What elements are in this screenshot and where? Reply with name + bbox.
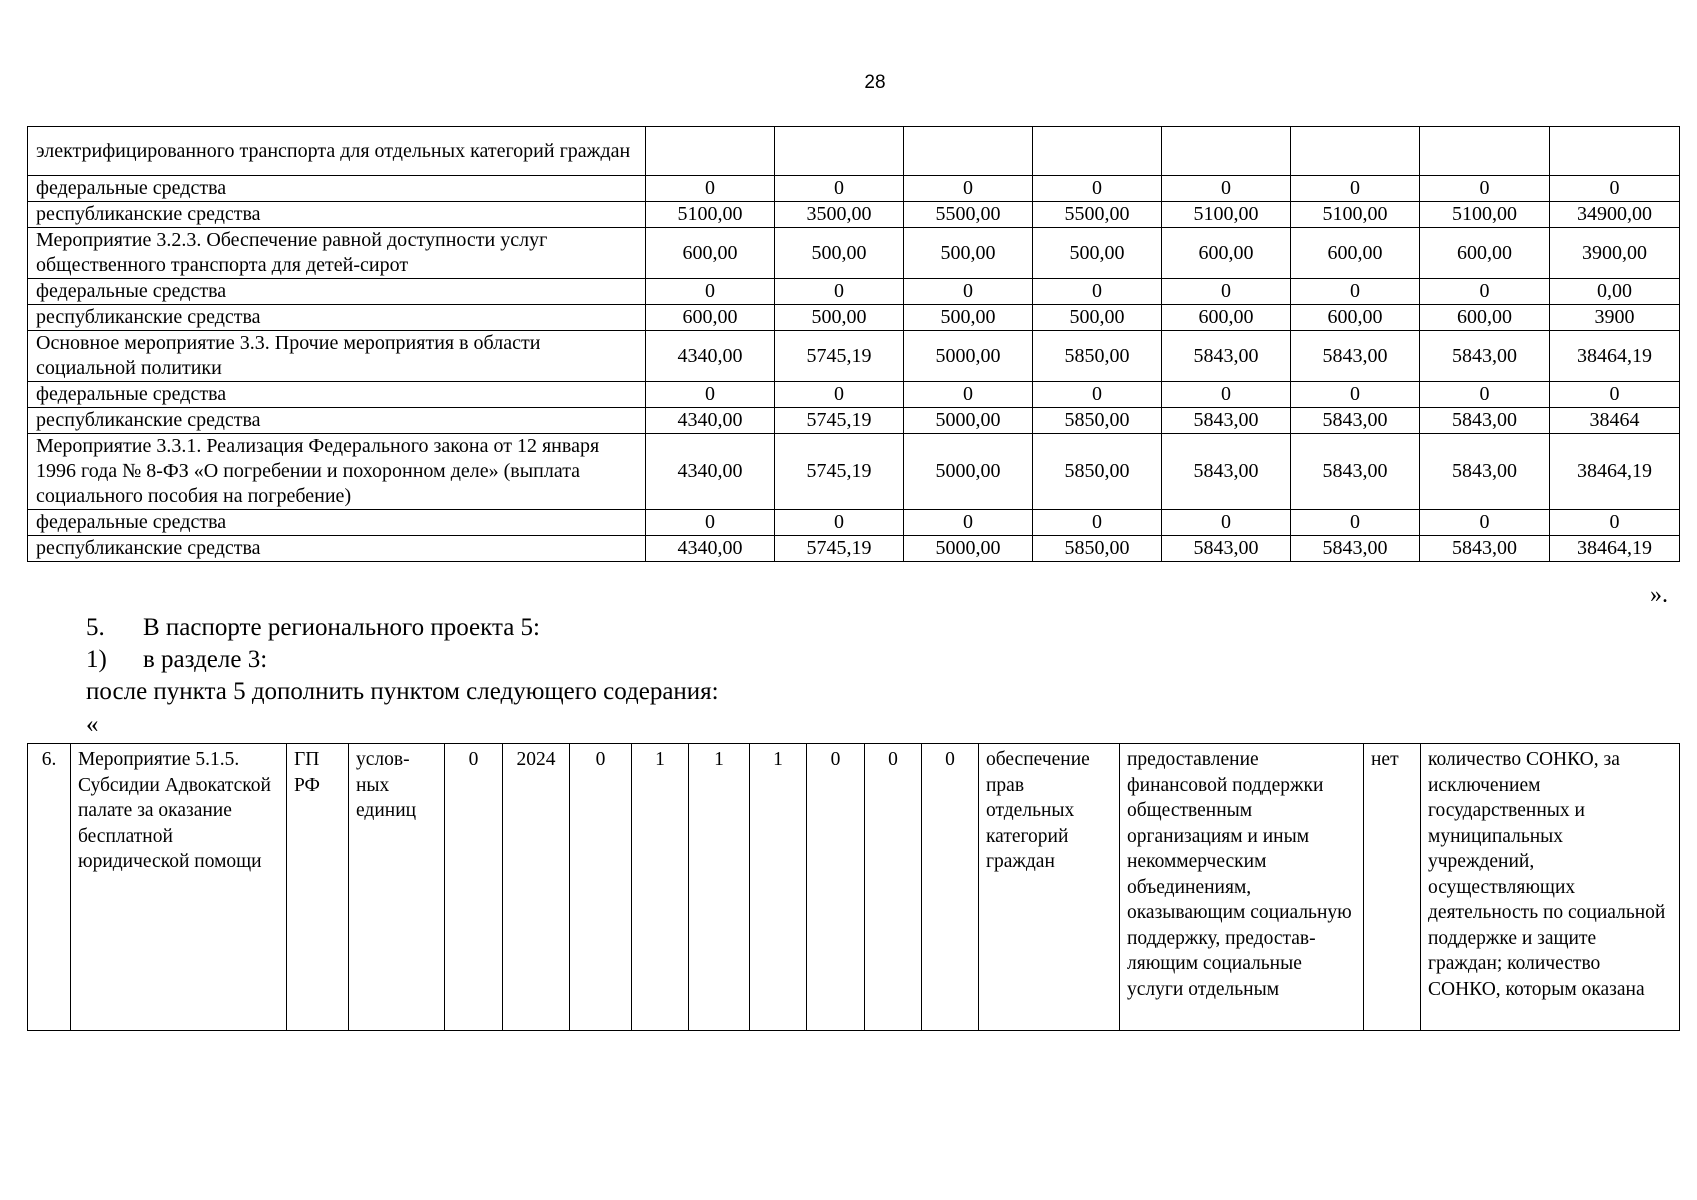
value-cell: 5000,00 bbox=[904, 434, 1033, 510]
value-cell: 0 bbox=[1291, 279, 1420, 305]
value-cell: 5100,00 bbox=[646, 202, 775, 228]
paragraph-item-5 bbox=[86, 613, 540, 643]
value-cell: 5843,00 bbox=[1420, 536, 1550, 562]
budget-table-row bbox=[28, 176, 1680, 202]
value-cell: 5745,19 bbox=[775, 331, 904, 382]
budget-table bbox=[27, 126, 1680, 562]
value-cell: 5843,00 bbox=[1162, 331, 1291, 382]
value-cell: 5745,19 bbox=[775, 408, 904, 434]
value-cell: 5843,00 bbox=[1162, 536, 1291, 562]
budget-table-row bbox=[28, 331, 1680, 382]
value-cell: 38464,19 bbox=[1550, 536, 1680, 562]
value-cell: 0 bbox=[1291, 510, 1420, 536]
paragraph-text-line bbox=[86, 677, 719, 707]
budget-table-row bbox=[28, 536, 1680, 562]
value-cell: 5000,00 bbox=[904, 536, 1033, 562]
value-cell: 3500,00 bbox=[775, 202, 904, 228]
row-label: Мероприятие 3.3.1. Реализация Федерального закона от 12 января 1996 года № 8-ФЗ «О погребении и похоронном деле» (выплата социального пособия на погребение) bbox=[28, 434, 646, 510]
budget-table-row bbox=[28, 510, 1680, 536]
value-cell: 4340,00 bbox=[646, 536, 775, 562]
row-label: Мероприятие 3.2.3. Обеспечение равной доступности услуг общественного транспорта для детей-сирот bbox=[28, 228, 646, 279]
value-cell: 5843,00 bbox=[1291, 536, 1420, 562]
value-cell: 0 bbox=[1550, 176, 1680, 202]
value-cell: 5100,00 bbox=[1162, 202, 1291, 228]
row-label: федеральные средства bbox=[28, 176, 646, 202]
value-cell: 5850,00 bbox=[1033, 408, 1162, 434]
value-cell: 0 bbox=[1033, 510, 1162, 536]
value-cell: 500,00 bbox=[904, 305, 1033, 331]
flag-cell: нет bbox=[1364, 744, 1421, 1031]
value-cell bbox=[775, 127, 904, 176]
value-cell: 5843,00 bbox=[1291, 408, 1420, 434]
value-cell: 0 bbox=[1033, 279, 1162, 305]
budget-table-row bbox=[28, 279, 1680, 305]
value-cell: 5500,00 bbox=[1033, 202, 1162, 228]
value-cell: 0 bbox=[1420, 176, 1550, 202]
budget-table-row bbox=[28, 202, 1680, 228]
value-cell: 4340,00 bbox=[646, 408, 775, 434]
value-cell: 600,00 bbox=[1291, 228, 1420, 279]
value-cell: 5100,00 bbox=[1291, 202, 1420, 228]
value-cell: 0 bbox=[646, 279, 775, 305]
expected-result: обеспечение прав отдельных категорий граждан bbox=[979, 744, 1120, 1031]
value-cell: 0 bbox=[775, 279, 904, 305]
value-cell: 600,00 bbox=[1420, 305, 1550, 331]
row-label: федеральные средства bbox=[28, 382, 646, 408]
budget-table-row bbox=[28, 127, 1680, 176]
paragraph-text: « bbox=[86, 711, 99, 738]
value-cell: 5745,19 bbox=[775, 536, 904, 562]
value-cell bbox=[646, 127, 775, 176]
value-cell: 0 bbox=[1550, 510, 1680, 536]
row-label: республиканские средства bbox=[28, 305, 646, 331]
value-cell: 5850,00 bbox=[1033, 331, 1162, 382]
value-cell: 5843,00 bbox=[1291, 434, 1420, 510]
value-cell: 0 bbox=[1162, 510, 1291, 536]
value-cell: 38464 bbox=[1550, 408, 1680, 434]
value-cell: 0 bbox=[1420, 279, 1550, 305]
year-value: 0 bbox=[807, 744, 865, 1031]
value-cell: 5100,00 bbox=[1420, 202, 1550, 228]
value-cell: 600,00 bbox=[646, 228, 775, 279]
value-cell: 38464,19 bbox=[1550, 331, 1680, 382]
value-cell: 5843,00 bbox=[1420, 331, 1550, 382]
event-type: ГП РФ bbox=[287, 744, 349, 1031]
value-cell: 5843,00 bbox=[1291, 331, 1420, 382]
value-cell: 5500,00 bbox=[904, 202, 1033, 228]
year-value: 1 bbox=[632, 744, 689, 1031]
value-cell: 3900 bbox=[1550, 305, 1680, 331]
value-cell: 500,00 bbox=[1033, 228, 1162, 279]
row-label: республиканские средства bbox=[28, 408, 646, 434]
budget-table-body bbox=[28, 127, 1680, 562]
value-cell: 0 bbox=[1162, 382, 1291, 408]
year-value: 0 bbox=[865, 744, 922, 1031]
value-cell: 4340,00 bbox=[646, 331, 775, 382]
value-cell: 0 bbox=[646, 510, 775, 536]
value-cell: 34900,00 bbox=[1550, 202, 1680, 228]
value-cell: 500,00 bbox=[775, 228, 904, 279]
value-cell: 38464,19 bbox=[1550, 434, 1680, 510]
value-cell bbox=[1162, 127, 1291, 176]
paragraph-text: после пункта 5 дополнить пунктом следующего содерания: bbox=[86, 678, 719, 705]
budget-table-row bbox=[28, 228, 1680, 279]
opening-quote bbox=[86, 710, 99, 740]
value-cell: 500,00 bbox=[1033, 305, 1162, 331]
paragraph-text: В паспорте регионального проекта 5: bbox=[143, 614, 540, 641]
base-value: 0 bbox=[445, 744, 503, 1031]
value-cell: 3900,00 bbox=[1550, 228, 1680, 279]
value-cell: 0 bbox=[1550, 382, 1680, 408]
value-cell: 0 bbox=[1420, 510, 1550, 536]
value-cell: 500,00 bbox=[775, 305, 904, 331]
event-name: Мероприятие 5.1.5. Субсидии Адвокатской палате за оказание бесплатной юридической помощи bbox=[71, 744, 287, 1031]
value-cell: 0,00 bbox=[1550, 279, 1680, 305]
value-cell: 0 bbox=[1033, 382, 1162, 408]
project-table bbox=[27, 743, 1680, 1031]
value-cell: 0 bbox=[646, 176, 775, 202]
year-value: 0 bbox=[570, 744, 632, 1031]
value-cell: 4340,00 bbox=[646, 434, 775, 510]
year-value: 1 bbox=[689, 744, 750, 1031]
budget-table-row bbox=[28, 305, 1680, 331]
value-cell: 5000,00 bbox=[904, 408, 1033, 434]
row-label: республиканские средства bbox=[28, 536, 646, 562]
indicator-cell: количество СОНКО, за исключением государственных и муниципальных учреждений, осуществляющих деятельность по социальной поддержке и защите граждан; количество СОНКО, которым оказана bbox=[1421, 744, 1680, 1031]
row-label: Основное мероприятие 3.3. Прочие мероприятия в области социальной политики bbox=[28, 331, 646, 382]
event-characteristic: предоставление финансовой поддержки общественным организациям и иным некоммерческим объединениям, оказывающим социальную поддержку, предостав-ляющим социальные услуги отдельным bbox=[1120, 744, 1364, 1031]
row-label: республиканские средства bbox=[28, 202, 646, 228]
value-cell: 5843,00 bbox=[1420, 434, 1550, 510]
page-number: 28 bbox=[864, 72, 886, 93]
value-cell: 0 bbox=[775, 176, 904, 202]
value-cell: 0 bbox=[904, 382, 1033, 408]
value-cell: 0 bbox=[646, 382, 775, 408]
value-cell: 5000,00 bbox=[904, 331, 1033, 382]
row-label: электрифицированного транспорта для отдельных категорий граждан bbox=[28, 127, 646, 176]
value-cell: 500,00 bbox=[904, 228, 1033, 279]
row-label: федеральные средства bbox=[28, 279, 646, 305]
value-cell: 0 bbox=[904, 279, 1033, 305]
value-cell: 0 bbox=[1033, 176, 1162, 202]
base-year: 2024 bbox=[503, 744, 570, 1031]
value-cell: 5850,00 bbox=[1033, 434, 1162, 510]
closing-quote: ». bbox=[1650, 582, 1668, 608]
value-cell: 600,00 bbox=[646, 305, 775, 331]
value-cell: 0 bbox=[1291, 382, 1420, 408]
value-cell: 5843,00 bbox=[1162, 434, 1291, 510]
value-cell: 5843,00 bbox=[1420, 408, 1550, 434]
value-cell bbox=[1420, 127, 1550, 176]
value-cell: 600,00 bbox=[1291, 305, 1420, 331]
value-cell: 0 bbox=[1162, 279, 1291, 305]
value-cell: 0 bbox=[775, 382, 904, 408]
paragraph-text: в разделе 3: bbox=[143, 646, 268, 673]
value-cell bbox=[904, 127, 1033, 176]
value-cell: 600,00 bbox=[1162, 305, 1291, 331]
project-table-row bbox=[28, 744, 1680, 1031]
value-cell: 0 bbox=[904, 510, 1033, 536]
paragraph-number: 1) bbox=[86, 646, 107, 673]
value-cell: 5850,00 bbox=[1033, 536, 1162, 562]
budget-table-row bbox=[28, 382, 1680, 408]
value-cell: 0 bbox=[1162, 176, 1291, 202]
year-value: 0 bbox=[922, 744, 979, 1031]
value-cell: 0 bbox=[775, 510, 904, 536]
budget-table-row bbox=[28, 434, 1680, 510]
value-cell: 5843,00 bbox=[1162, 408, 1291, 434]
value-cell: 0 bbox=[904, 176, 1033, 202]
budget-table-row bbox=[28, 408, 1680, 434]
value-cell bbox=[1291, 127, 1420, 176]
value-cell: 600,00 bbox=[1162, 228, 1291, 279]
value-cell: 5745,19 bbox=[775, 434, 904, 510]
unit-of-measure: услов-ных единиц bbox=[349, 744, 445, 1031]
value-cell bbox=[1033, 127, 1162, 176]
value-cell: 0 bbox=[1291, 176, 1420, 202]
value-cell: 600,00 bbox=[1420, 228, 1550, 279]
row-label: федеральные средства bbox=[28, 510, 646, 536]
year-value: 1 bbox=[750, 744, 807, 1031]
value-cell: 0 bbox=[1420, 382, 1550, 408]
paragraph-subitem-1 bbox=[86, 645, 267, 675]
paragraph-number: 5. bbox=[86, 614, 105, 641]
row-number: 6. bbox=[28, 744, 71, 1031]
value-cell bbox=[1550, 127, 1680, 176]
